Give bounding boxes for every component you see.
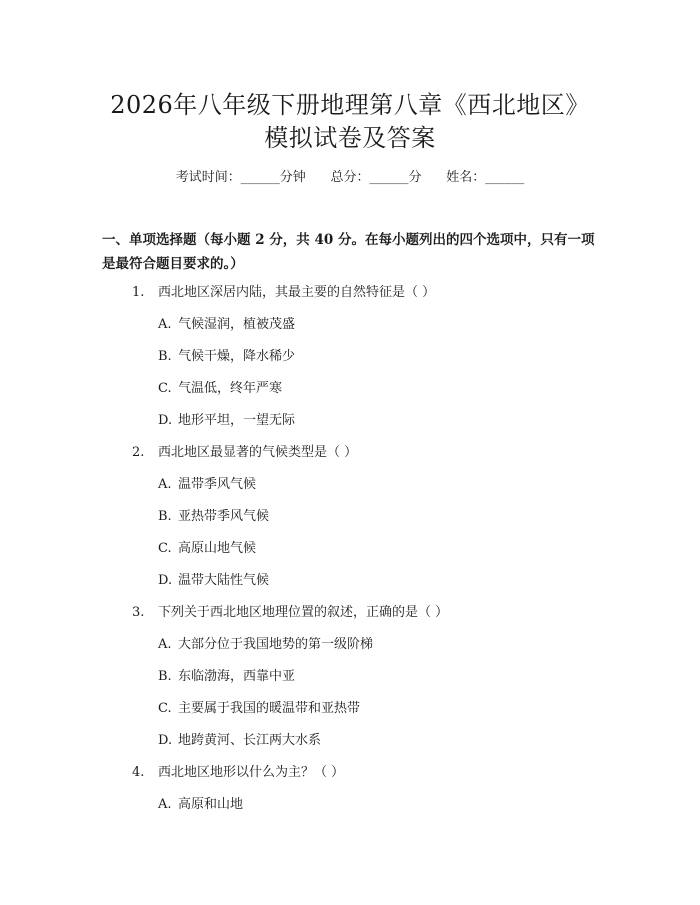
option-1b: [158, 347, 598, 367]
option-2d: [158, 571, 598, 591]
option-3c: [158, 699, 598, 719]
option-letter: B.: [158, 509, 172, 524]
option-3d: [158, 731, 598, 751]
option-text: 气候湿润，植被茂盛: [178, 317, 296, 332]
question-number: 2.: [132, 445, 145, 460]
option-letter: C.: [158, 541, 172, 556]
question-2: [132, 443, 602, 463]
option-3a: [158, 635, 598, 655]
question-number: 1.: [132, 285, 145, 300]
option-letter: D.: [158, 733, 173, 748]
option-2b: [158, 507, 598, 527]
question-4: [132, 763, 602, 783]
exam-title-line-2: 模拟试卷及答案: [264, 124, 436, 152]
option-text: 地跨黄河、长江两大水系: [178, 733, 322, 748]
option-text: 地形平坦，一望无际: [178, 413, 296, 428]
option-2a: [158, 475, 598, 495]
question-text: 西北地区深居内陆，其最主要的自然特征是（ ）: [158, 285, 436, 300]
option-text: 气候干燥，降水稀少: [178, 349, 296, 364]
exam-info-line: 考试时间：______分钟 总分：______分 姓名：______: [175, 170, 525, 185]
question-3: [132, 603, 602, 623]
option-letter: C.: [158, 381, 172, 396]
question-1: [132, 283, 602, 303]
option-letter: A.: [158, 477, 172, 492]
option-text: 大部分位于我国地势的第一级阶梯: [178, 637, 374, 652]
option-text: 温带季风气候: [178, 477, 257, 492]
option-letter: D.: [158, 573, 173, 588]
option-letter: A.: [158, 637, 172, 652]
question-number: 3.: [132, 605, 145, 620]
option-letter: D.: [158, 413, 173, 428]
option-text: 温带大陆性气候: [178, 573, 270, 588]
question-text: 西北地区最显著的气候类型是（ ）: [158, 445, 358, 460]
option-letter: A.: [158, 317, 172, 332]
question-number: 4.: [132, 765, 145, 780]
option-2c: [158, 539, 598, 559]
option-letter: B.: [158, 349, 172, 364]
option-1a: [158, 315, 598, 335]
question-text: 西北地区地形以什么为主？（ ）: [158, 765, 345, 780]
option-1d: [158, 411, 598, 431]
option-1c: [158, 379, 598, 399]
section-heading-line-2: 是最符合题目要求的。）: [102, 256, 244, 272]
option-3b: [158, 667, 598, 687]
option-letter: B.: [158, 669, 172, 684]
question-text: 下列关于西北地区地理位置的叙述，正确的是（ ）: [158, 605, 449, 620]
section-heading-line-1: 一、单项选择题（每小题 2 分，共 40 分。在每小题列出的四个选项中，只有一项: [102, 232, 595, 248]
exam-title-line-1: 2026年八年级下册地理第八章《西北地区》: [110, 91, 590, 119]
option-text: 主要属于我国的暖温带和亚热带: [178, 701, 361, 716]
option-letter: C.: [158, 701, 172, 716]
option-text: 气温低，终年严寒: [178, 381, 283, 396]
option-4a: [158, 795, 598, 815]
option-letter: A.: [158, 797, 172, 812]
option-text: 高原和山地: [178, 797, 244, 812]
option-text: 高原山地气候: [178, 541, 257, 556]
option-text: 亚热带季风气候: [178, 509, 270, 524]
option-text: 东临渤海，西靠中亚: [178, 669, 296, 684]
